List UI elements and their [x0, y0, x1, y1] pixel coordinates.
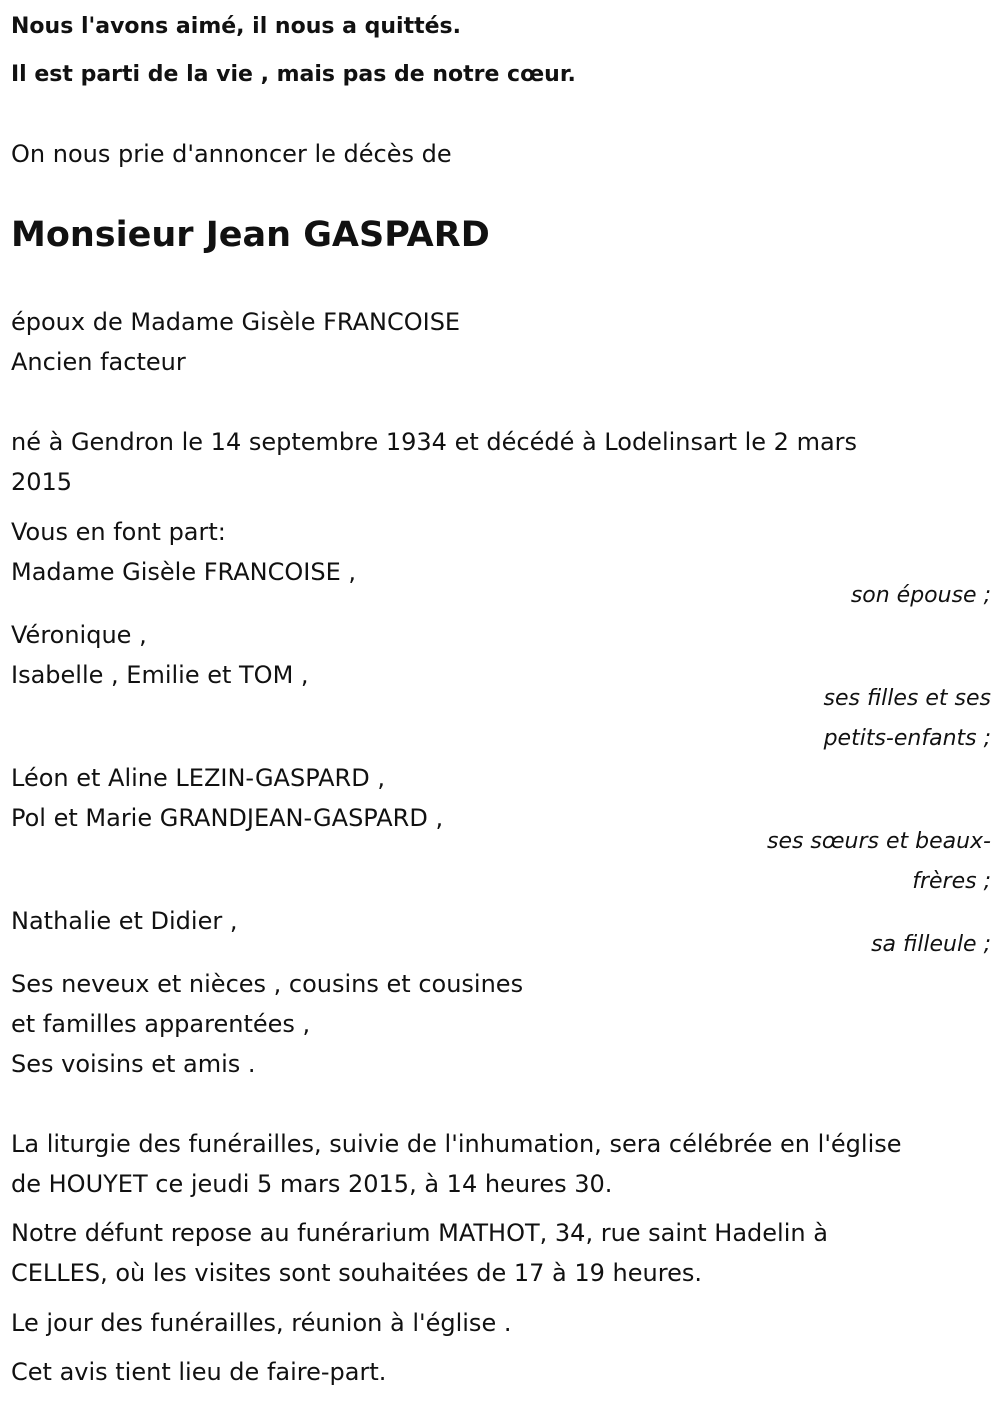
goddaughter-relation: sa filleule ;: [871, 932, 991, 957]
announcement-text: On nous prie d'annoncer le décès de: [11, 140, 452, 168]
liturgy-line-1: La liturgie des funérailles, suivie de l'inhumation, sera célébrée en l'église: [11, 1130, 902, 1158]
deceased-name: Monsieur Jean GASPARD: [11, 215, 490, 255]
motto-line-2: Il est parti de la vie , mais pas de notre cœur.: [11, 62, 576, 87]
occupation-line: Ancien facteur: [11, 348, 186, 376]
sibling-line-2: Pol et Marie GRANDJEAN-GASPARD ,: [11, 804, 444, 832]
notice-line: Cet avis tient lieu de faire-part.: [11, 1358, 387, 1386]
spouse-relation: son épouse ;: [850, 583, 991, 608]
family-intro: Vous en font part:: [11, 518, 226, 546]
relatives-line-3: Ses voisins et amis .: [11, 1050, 256, 1078]
birth-death-line-1: né à Gendron le 14 septembre 1934 et décédé à Lodelinsart le 2 mars: [11, 428, 858, 456]
goddaughter-name: Nathalie et Didier ,: [11, 907, 238, 935]
daughter-name: Véronique ,: [11, 621, 147, 649]
funeral-home-line-1: Notre défunt repose au funérarium MATHOT, 34, rue saint Hadelin à: [11, 1219, 828, 1247]
siblings-relation-line-2: frères ;: [912, 869, 991, 894]
spouse-name: Madame Gisèle FRANCOISE ,: [11, 558, 356, 586]
spouse-line: époux de Madame Gisèle FRANCOISE: [11, 308, 461, 336]
sibling-line-1: Léon et Aline LEZIN-GASPARD ,: [11, 764, 385, 792]
birth-death-line-2: 2015: [11, 468, 73, 496]
funeral-home-line-2: CELLES, où les visites sont souhaitées de 17 à 19 heures.: [11, 1259, 702, 1287]
motto-line-1: Nous l'avons aimé, il nous a quittés.: [11, 14, 461, 39]
relatives-line-2: et familles apparentées ,: [11, 1010, 311, 1038]
relatives-line-1: Ses neveux et nièces , cousins et cousines: [11, 970, 524, 998]
liturgy-line-2: de HOUYET ce jeudi 5 mars 2015, à 14 heures 30.: [11, 1170, 613, 1198]
siblings-relation-line-1: ses sœurs et beaux-: [766, 829, 991, 854]
children-relation-line-2: petits-enfants ;: [823, 726, 991, 751]
meeting-line: Le jour des funérailles, réunion à l'église .: [11, 1309, 512, 1337]
grandchildren-names: Isabelle , Emilie et TOM ,: [11, 661, 309, 689]
children-relation-line-1: ses filles et ses: [823, 686, 991, 711]
